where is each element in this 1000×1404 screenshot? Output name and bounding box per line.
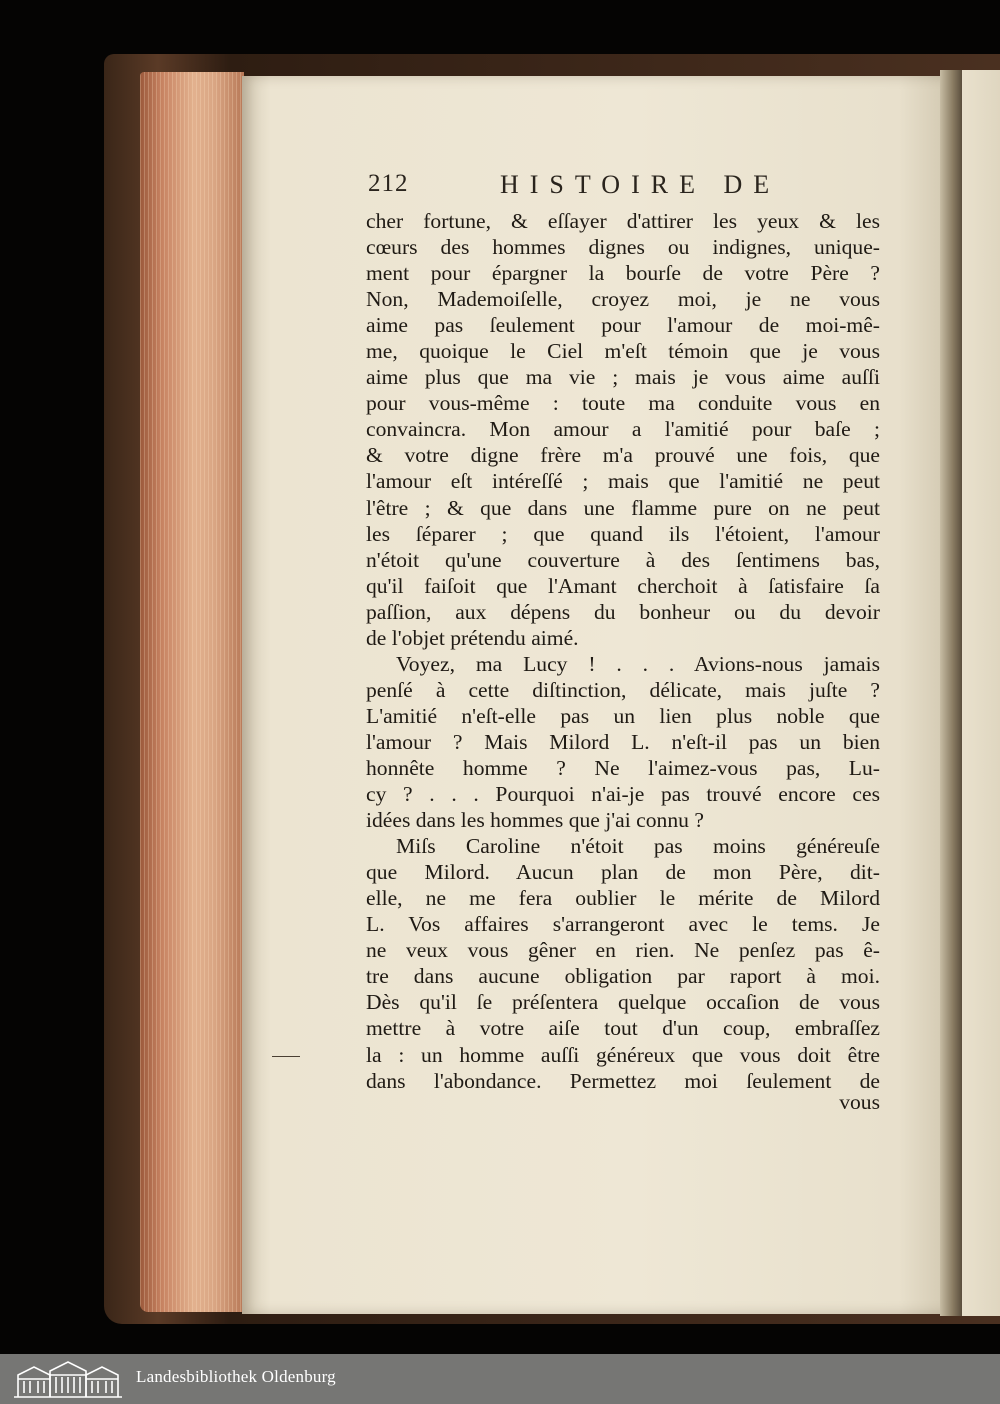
text-line: idées dans les hommes que j'ai connu ? [366,808,704,833]
text-line: ne veux vous gêner en rien. Ne penſez pas ê- [366,938,880,963]
text-line: aime plus que ma vie ; mais je vous aime auſſi [366,365,880,390]
text-line: aime pas ſeulement pour l'amour de moi-mê- [366,313,880,338]
text-line: L. Vos affaires s'arrangeront avec le tems. Je [366,912,880,937]
text-line: L'amitié n'eſt-elle pas un lien plus noble que [366,703,880,728]
text-line: tre dans aucune obligation par raport à moi. [366,964,880,989]
text-line: ment pour épargner la bourſe de votre Père ? [366,261,880,286]
text-line: & votre digne frère m'a prouvé une fois, que [366,443,880,468]
text-line: honnête homme ? Ne l'aimez-vous pas, Lu- [366,755,880,780]
text-line: que Milord. Aucun plan de mon Père, dit- [366,860,880,885]
text-line: dans l'abondance. Permettez moi ſeulement de [366,1068,880,1093]
text-line: l'amour ? Mais Milord L. n'eſt-il pas un bien [366,729,880,754]
catchword: vous [839,1090,880,1114]
text-line: convaincra. Mon amour a l'amitié pour baſe ; [366,417,880,442]
text-line: penſé à cette diſtinction, délicate, mais juſte ? [366,677,880,702]
library-building-icon [12,1359,124,1404]
library-name: Landesbibliothek Oldenburg [136,1367,336,1386]
page-number: 212 [368,170,409,197]
text-line: qu'il faiſoit que l'Amant cherchoit à ſatisfaire ſa [366,573,880,598]
page-edges [140,72,244,1312]
text-line: pour vous-même : toute ma conduite vous en [366,391,880,416]
text-line: de l'objet prétendu aimé. [366,625,579,650]
text-line: Voyez, ma Lucy ! . . . Avions-nous jamais [396,651,880,676]
page-header [368,170,888,204]
text-line: la : un homme auſſi généreux que vous doit être [366,1042,880,1067]
facing-page-edge [962,70,1000,1316]
text-line: les ſéparer ; que quand ils l'étoient, l'amour [366,521,880,546]
running-title: HISTOIRE DE [500,170,781,199]
margin-mark [272,1056,300,1057]
text-line: mettre à votre aiſe tout d'un coup, embraſſez [366,1016,880,1041]
text-line: paſſion, aux dépens du bonheur ou du devoir [366,599,880,624]
text-line: l'amour eſt intéreſſé ; mais que l'amitié ne peut [366,469,880,494]
text-line: Non, Mademoiſelle, croyez moi, je ne vous [366,287,880,312]
text-line: Dès qu'il ſe préſentera quelque occaſion de vous [366,990,880,1015]
text-line: Miſs Caroline n'étoit pas moins généreuſe [396,834,880,859]
text-line: elle, ne me fera oublier le mérite de Milord [366,886,880,911]
text-line: cœurs des hommes dignes ou indignes, unique- [366,235,880,260]
text-line: l'être ; & que dans une flamme pure on ne peut [366,495,880,520]
body-text [366,208,880,1094]
text-line: me, quoique le Ciel m'eſt témoin que je vous [366,339,880,364]
text-line: cher fortune, & eſſayer d'attirer les yeux & les [366,209,880,233]
text-line: n'étoit qu'une couverture à des ſentimens bas, [366,547,880,572]
text-line: cy ? . . . Pourquoi n'ai-je pas trouvé encore ces [366,782,880,807]
